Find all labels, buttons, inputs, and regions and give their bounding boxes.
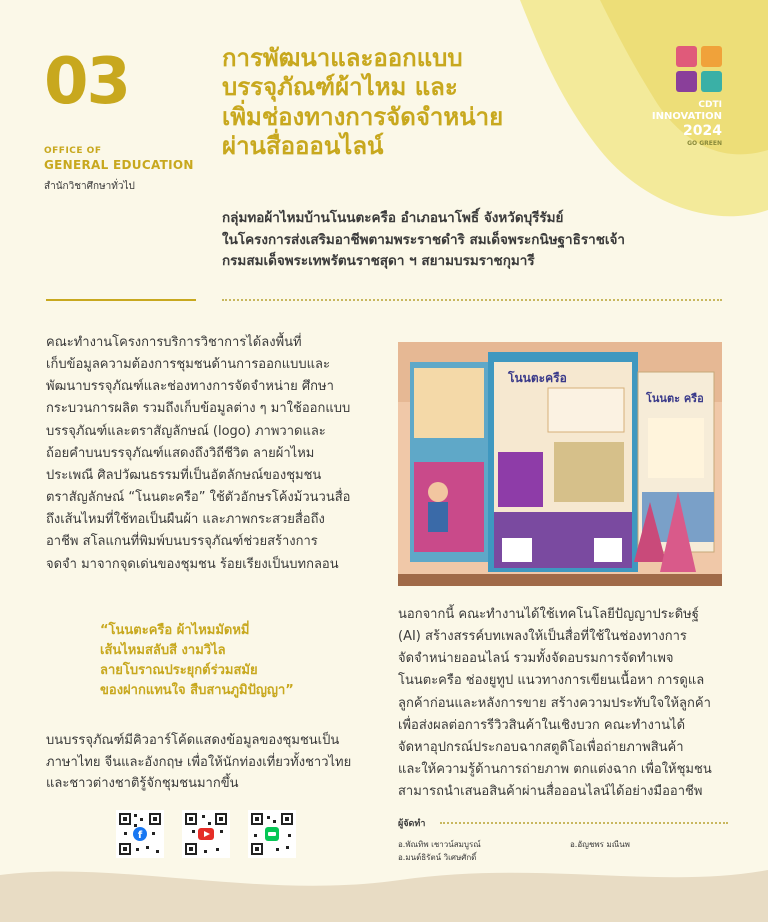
logo-text-year: 2024 (683, 123, 722, 139)
qr-code-facebook[interactable] (116, 810, 164, 862)
text-line: ตราสัญลักษณ์ “โนนตะครือ” ใช้ตัวอักษรโค้งม้วนวนสื่อ (46, 490, 351, 506)
cdti-logo (676, 46, 722, 92)
subtitle (222, 208, 742, 273)
text-line: ภาษาไทย จีนและอังกฤษ เพื่อให้นักท่องเที่ยวทั้งชาวไทย (46, 754, 352, 770)
text-line: พัฒนาบรรจุภัณฑ์และช่องทางการจัดจำหน่าย ศึกษา (46, 379, 334, 395)
title-line: การพัฒนาและออกแบบ (222, 44, 463, 72)
quote-line: ของฝากแทนใจ สืบสานภูมิปัญญา” (100, 683, 294, 699)
divider-dotted-top (222, 299, 722, 301)
text-line: กระบวนการผลิต รวมถึงเก็บข้อมูลต่าง ๆ มาใช้ออกแบบ (46, 401, 351, 417)
title-line: ผ่านสื่อออนไลน์ (222, 131, 384, 160)
qr-pattern (182, 810, 230, 858)
text-line: จัดจำหน่ายออนไลน์ รวมทั้งจัดอบรมการจัดทำเพจ (398, 651, 674, 667)
body-text-left (46, 332, 376, 576)
logo-text-cdti: CDTI (698, 100, 722, 110)
logo-text-innovation: INNOVATION (651, 111, 722, 122)
text-line: นอกจากนี้ คณะทำงานได้ใช้เทคโนโลยีปัญญาประดิษฐ์ (398, 607, 699, 622)
slogan-quote (100, 621, 380, 702)
qr-code-line[interactable] (248, 810, 296, 862)
title-line: บรรจุภัณฑ์ผ้าไหม และ (222, 73, 458, 102)
office-label-line2: GENERAL EDUCATION (44, 158, 194, 172)
text-line: ถ้อยคำบนบรรจุภัณฑ์แสดงถึงวิถีชีวิต ลายผ้าไหม (46, 445, 315, 461)
text-line: เก็บข้อมูลความต้องการชุมชนด้านการออกแบบและ (46, 357, 330, 373)
quote-line: “โนนตะครือ ผ้าไหมมัดหมี่ (100, 623, 250, 638)
quote-line: ลายโบราณประยุกต์ร่วมสมัย (100, 663, 258, 679)
quote-line: เส้นไหมสลับสี งามวิไล (100, 643, 226, 659)
packaging-illustration (398, 342, 722, 586)
text-line: จัดหาอุปกรณ์ประกอบฉากสตูดิโอเพื่อถ่ายภาพสินค้า (398, 739, 684, 755)
organizer-name: อ.พัณทิพ เชาวน์สมบูรณ์ (398, 840, 481, 849)
text-line: (AI) สร้างสรรค์บทเพลงให้เป็นสื่อที่ใช้ในช่องทางการ (398, 629, 687, 645)
organizer-name: อ.อัญชพร มณีนพ (570, 840, 630, 849)
body-text-right (398, 604, 728, 803)
subtitle-line: กรมสมเด็จพระเทพรัตนราชสุดา ฯ สยามบรมราชกุมารี (222, 253, 535, 270)
text-line: สามารถนำเสนอสินค้าผ่านสื่อออนไลน์ได้อย่างมืออาชีพ (398, 784, 703, 800)
package-label: โนนตะครือ (508, 371, 567, 385)
text-line: คณะทำงานโครงการบริการวิชาการได้ลงพื้นที่ (46, 335, 302, 350)
text-line: ประเพณี ศิลปวัฒนธรรมที่เป็นอัตลักษณ์ของชุมชน (46, 467, 322, 483)
logo-text-go-green: GO GREEN (687, 140, 722, 147)
qr-pattern (248, 810, 296, 858)
section-number: 03 (44, 45, 130, 119)
package-label-2: โนนตะ ครือ (646, 392, 704, 405)
page-title (222, 44, 602, 161)
organizer-name: อ.มนต์ธิรัตน์ วิเศษศักดิ์ (398, 853, 477, 862)
text-line: บนบรรจุภัณฑ์มีคิวอาร์โค้ดแสดงข้อมูลของชุมชนเป็น (46, 733, 340, 748)
text-line: ถึงเส้นไหมที่ใช้ทอเป็นผืนผ้า และภาพกระสวยสื่อถึง (46, 512, 325, 528)
subtitle-line: กลุ่มทอผ้าไหมบ้านโนนตะครือ อำเภอนาโพธิ์ จังหวัดบุรีรัมย์ (222, 210, 564, 226)
svg-text:f: f (137, 830, 143, 841)
cdti-logo-mark (676, 46, 722, 92)
text-line: โนนตะครือ ช่องยูทูป แนวทางการเขียนเนื้อหา การดูแล (398, 673, 705, 689)
body-text-left-2 (46, 730, 376, 795)
divider-left (46, 299, 196, 301)
text-line: จดจำ มาจากจุดเด่นของชุมชน ร้อยเรียงเป็นบทกลอน (46, 556, 339, 572)
office-label-thai: สำนักวิชาศึกษาทั่วไป (44, 181, 135, 192)
divider-dotted-bottom (440, 822, 728, 824)
text-line: ลูกค้าก่อนและหลังการขาย สร้างความประทับใจให้ลูกค้า (398, 695, 711, 711)
title-line: เพิ่มช่องทางการจัดจำหน่าย (222, 102, 504, 131)
text-line: บรรจุภัณฑ์และตราสัญลักษณ์ (logo) ภาพวาดและ (46, 423, 326, 439)
text-line: และให้ความรู้ด้านการถ่ายภาพ ตกแต่งฉาก เพื่อให้ชุมชน (398, 762, 712, 778)
qr-pattern (116, 810, 164, 858)
office-label-line1: OFFICE OF (44, 146, 102, 156)
subtitle-line: ในโครงการส่งเสริมอาชีพตามพระราชดำริ สมเด็จพระกนิษฐาธิราชเจ้า (222, 231, 625, 248)
text-line: อาชีพ สโลแกนที่พิมพ์บนบรรจุภัณฑ์ช่วยสร้างการ (46, 534, 318, 550)
text-line: เพื่อส่งผลต่อการรีวิวสินค้าในเชิงบวก คณะทำงานได้ (398, 717, 686, 733)
qr-code-youtube[interactable] (182, 810, 230, 862)
organizers-label: ผู้จัดทำ (398, 819, 426, 829)
text-line: และชาวต่างชาติรู้จักชุมชนมากขึ้น (46, 776, 239, 792)
packaging-photo (398, 342, 722, 586)
